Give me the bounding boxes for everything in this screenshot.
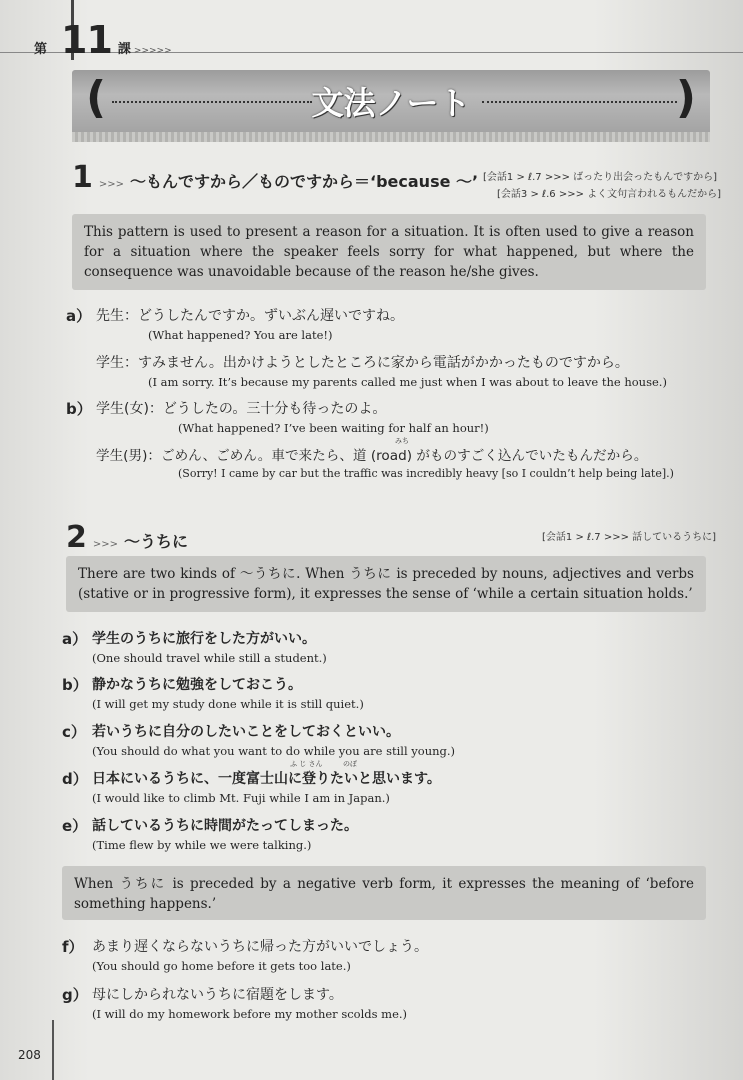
example-en: (I will do my homework before my mother scolds me.) — [92, 1007, 408, 1021]
example-jp: 静かなうちに勉強をしておこう。 — [92, 677, 302, 693]
banner-strip — [72, 132, 710, 142]
example-jp: 学生(女)：どうしたの。三十分も待ったのよ。 — [96, 401, 387, 417]
example-en: (What happened? I’ve been waiting for half an hour!) — [178, 421, 489, 435]
example-label: e） — [62, 817, 88, 835]
example-en: (Sorry! I came by car but the traffic was incredibly heavy [so I couldn’t help being late].) — [178, 467, 674, 480]
example-jp: 話しているうちに時間がたってしまった。 — [92, 818, 358, 834]
explanation-text: When うちに is preceded by a negative verb form, it expresses the meaning of ‘before something happens.’ — [74, 876, 694, 912]
example-en: (I would like to climb Mt. Fuji while I am in Japan.) — [92, 791, 390, 805]
section-arrows: >>> — [98, 179, 125, 190]
example-jp: 若いうちに自分のしたいことをしておくといい。 — [92, 724, 400, 740]
example-en: (I am sorry. It’s because my parents called me just when I was about to leave the house.) — [148, 375, 667, 389]
example-jp: あまり遅くならないうちに帰った方がいいでしょう。 — [92, 939, 428, 955]
furigana-michi: みち — [395, 437, 409, 445]
section-number: 2 — [66, 520, 87, 555]
lesson-number: 11 — [61, 18, 112, 62]
example-label: a） — [62, 630, 88, 648]
section-2-heading — [66, 520, 188, 555]
section-arrows: >>> — [92, 539, 119, 550]
section-1-ref-1: [会話1 > ℓ.7 >>> ばったり出会ったもんですから] — [483, 172, 718, 183]
grammar-notes-banner — [72, 70, 710, 132]
furigana-nobo: のぼ — [343, 760, 357, 768]
example-jp: 学生(男)：ごめん、ごめん。車で来たら、道 (road) がものすごく込んでいたもんだから。 — [96, 448, 648, 464]
example-en: (You should go home before it gets too late.) — [92, 959, 351, 973]
example-en: (Time flew by while we were talking.) — [92, 838, 312, 852]
lesson-suffix: 課 — [117, 42, 131, 57]
lesson-arrows: >>>>> — [133, 46, 172, 56]
example-en: (What happened? You are late!) — [148, 328, 333, 342]
example-label: a） — [66, 307, 92, 325]
lesson-prefix: 第 — [34, 42, 48, 57]
section-1-heading — [72, 160, 478, 195]
right-bracket-icon: ) — [675, 72, 696, 123]
example-label: c） — [62, 723, 86, 741]
section-title: 〜もんですから／ものですから＝‘because 〜’ — [130, 172, 479, 191]
example-label: b） — [66, 400, 92, 418]
example-label: b） — [62, 676, 88, 694]
furigana-fujisan: ふ じ さん — [290, 760, 323, 768]
explanation-text: This pattern is used to present a reason for a situation. It is often used to give a reason for a situation where the speaker feels sorry for what happened, but where the consequence was unavoidable because of the reason he/she gives. — [84, 224, 694, 280]
lesson-header — [34, 18, 172, 62]
example-jp: 学生：すみません。出かけようとしたところに家から電話がかかったものですから。 — [96, 355, 629, 371]
banner-title: 文法ノート — [311, 84, 471, 122]
example-jp: 母にしかられないうちに宿題をします。 — [92, 987, 343, 1003]
section-1-explanation-box — [72, 214, 706, 290]
section-2-explanation-box — [66, 556, 706, 612]
example-en: (I will get my study done while it is still quiet.) — [92, 697, 364, 711]
left-bracket-icon: ( — [86, 72, 107, 123]
explanation-text: There are two kinds of 〜うちに. When うちに is preceded by nouns, adjectives and verbs (stative or in progressive form), it expresses the sense of ‘while a certain situation holds.’ — [78, 566, 694, 602]
example-jp: 学生のうちに旅行をした方がいい。 — [92, 631, 316, 647]
example-label: g） — [62, 986, 88, 1004]
section-title: 〜うちに — [124, 532, 189, 551]
section-1-ref-2: [会話3 > ℓ.6 >>> よく文句言われるもんだから] — [497, 189, 722, 200]
footer-rule — [52, 1020, 54, 1080]
example-en: (You should do what you want to do while you are still young.) — [92, 744, 456, 758]
example-label: f） — [62, 938, 84, 956]
section-2-explanation-box-2 — [62, 866, 706, 920]
page-number: 208 — [18, 1048, 41, 1062]
example-jp: 先生：どうしたんですか。ずいぶん遅いですね。 — [96, 308, 404, 324]
section-number: 1 — [72, 160, 93, 195]
example-jp: 日本にいるうちに、一度富士山に登りたいと思います。 — [92, 771, 441, 787]
example-label: d） — [62, 770, 88, 788]
example-en: (One should travel while still a student.) — [92, 651, 327, 665]
section-2-ref: [会話1 > ℓ.7 >>> 話しているうちに] — [542, 532, 717, 543]
